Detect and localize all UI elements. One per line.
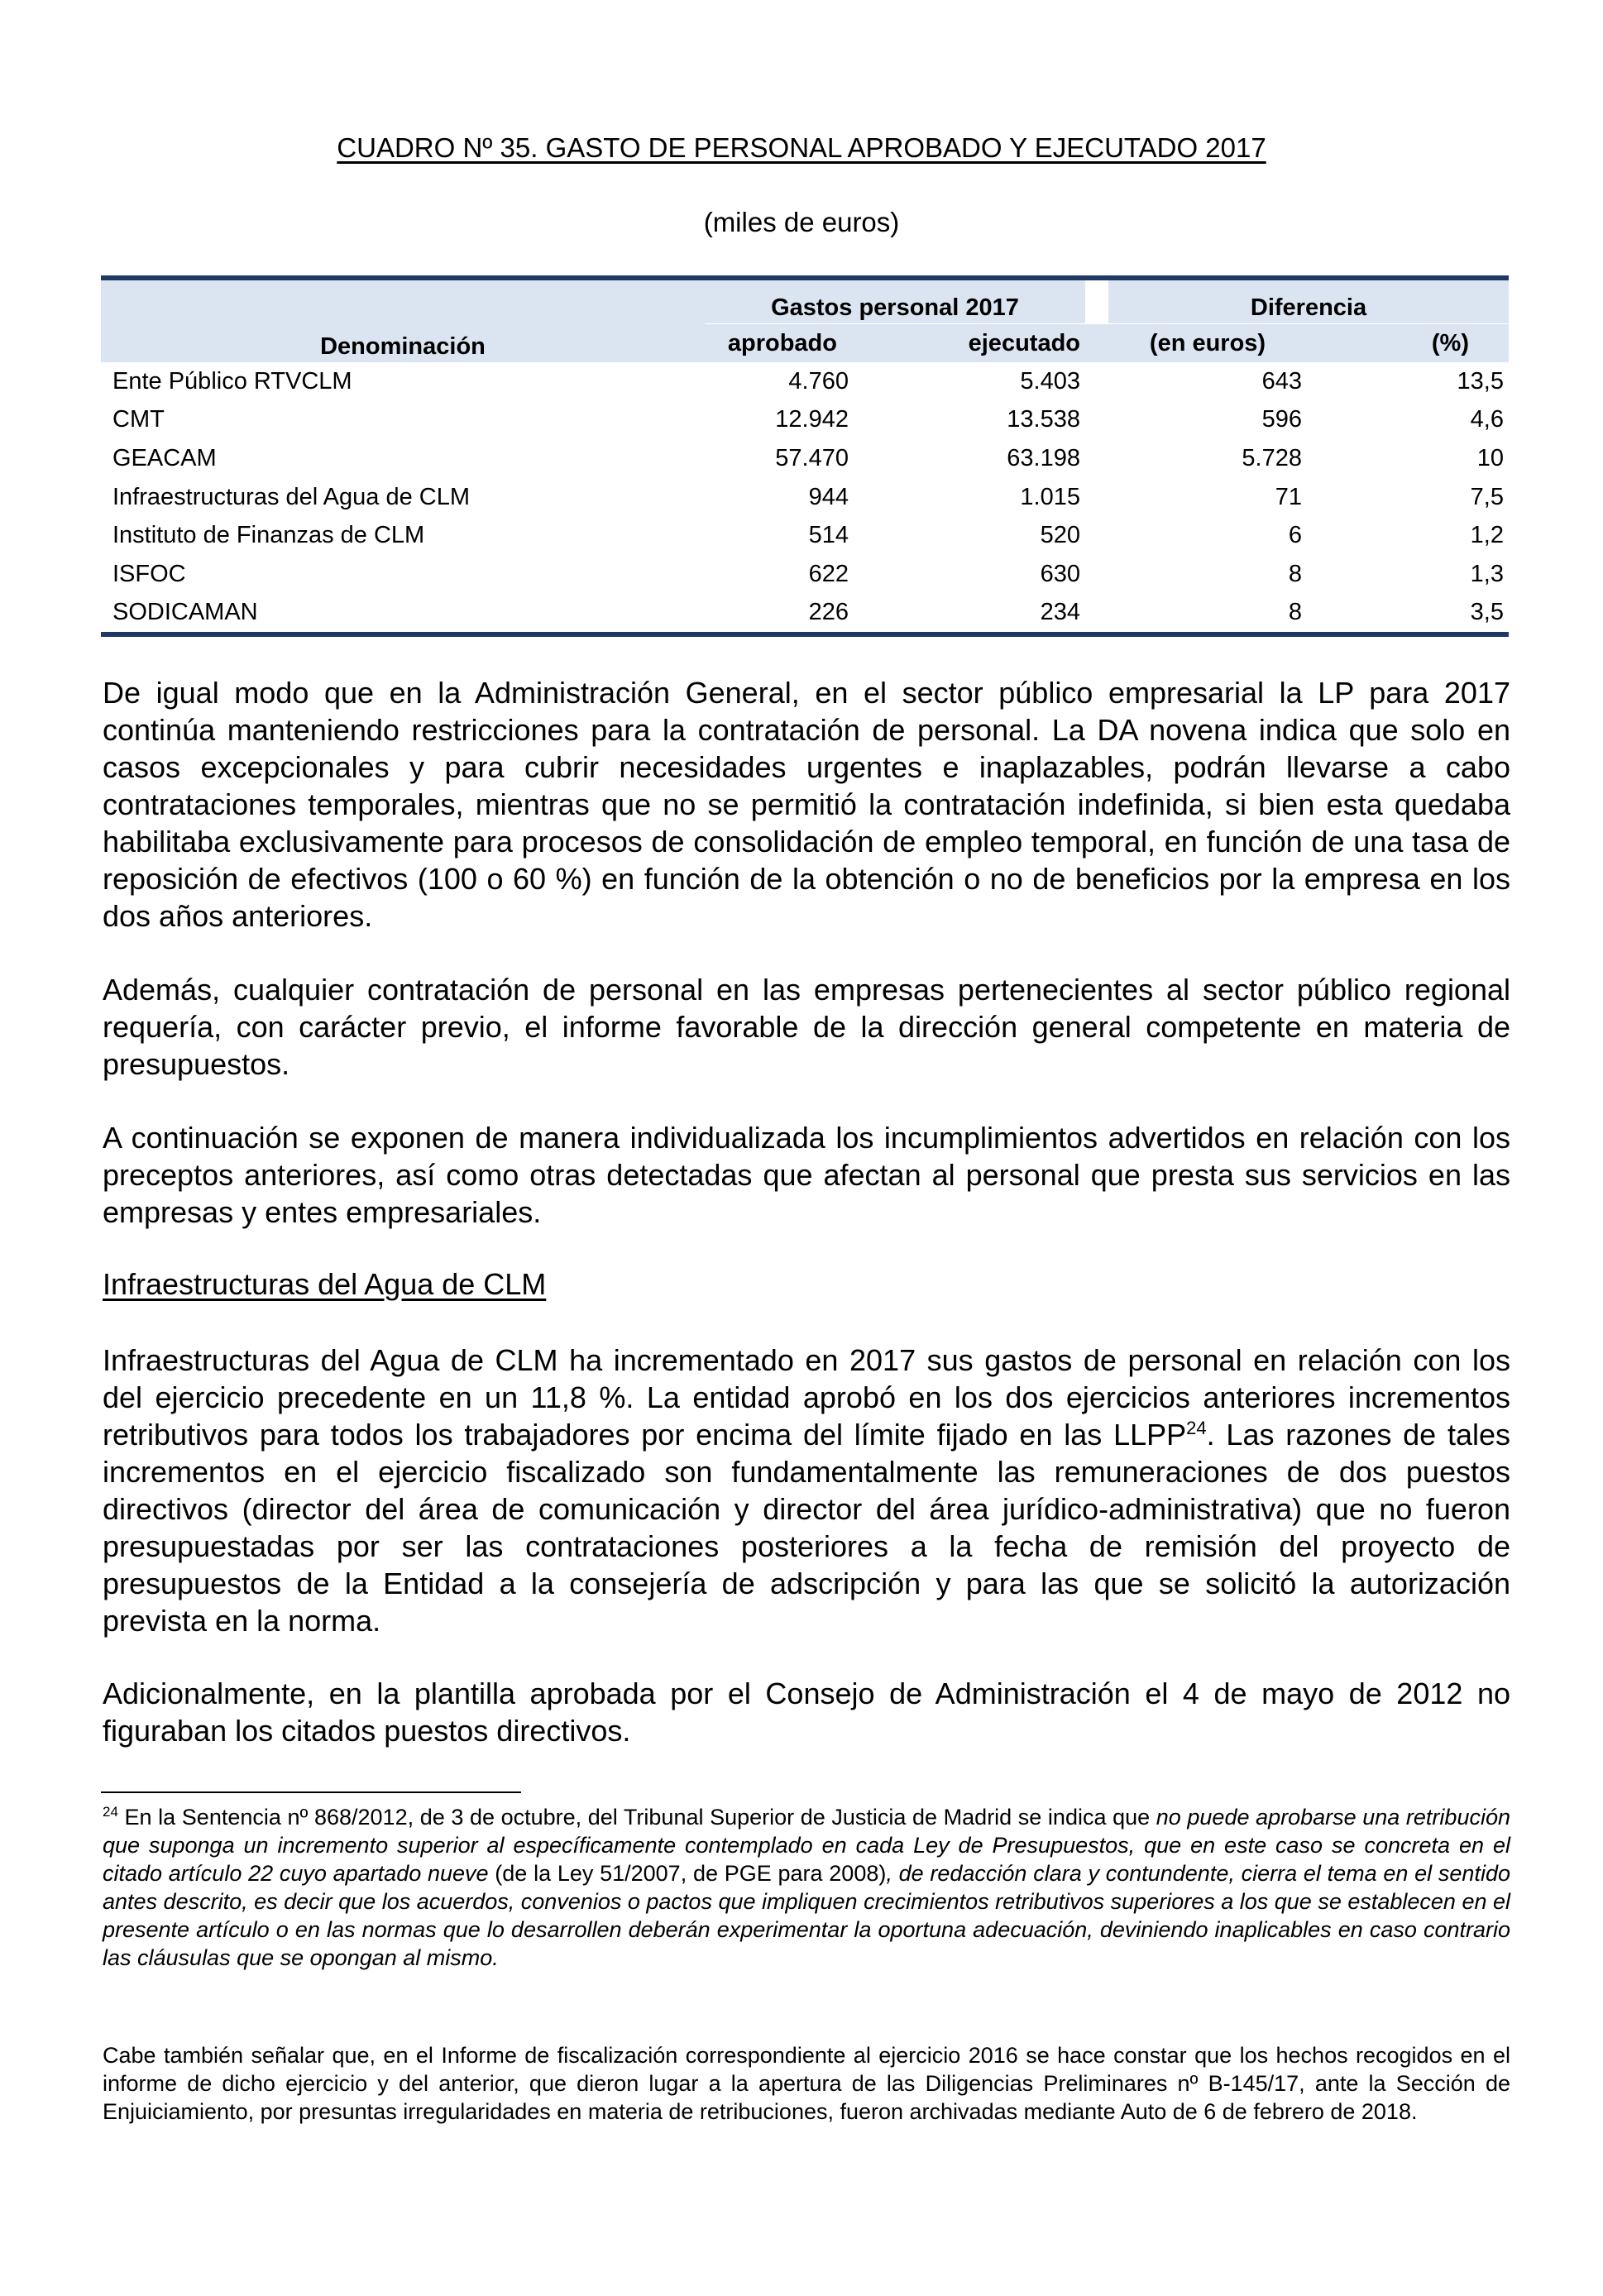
table-row — [101, 362, 1509, 401]
footnote-quote-2: , de redacción clara y contundente, cierra el tema en el sentido antes descrito, es decir que los acuerdos, convenios o pactos que impliquen crecimientos retributivos superiores a los que se establecen en el presente artículo o en las normas que lo desarrollen deberán experimentar la oportuna adecuación, deviniendo inaplicables en caso contrario las cláusulas que se opongan al mismo. — [103, 1861, 1510, 1970]
table-subtitle: (miles de euros) — [703, 207, 900, 237]
footnote-24 — [103, 1803, 1510, 1972]
header-gastos-personal: Gastos personal 2017 — [705, 278, 1085, 324]
row-aprobado: 622 — [808, 560, 849, 587]
paragraph-2: Además, cualquier contratación de personal en las empresas pertenecientes al sector público regional requería, con carácter previo, el informe favorable de la dirección general competente en materia de presupuestos. — [103, 973, 1510, 1081]
row-aprobado: 226 — [705, 594, 854, 635]
row-aprobado: 4.760 — [788, 367, 849, 395]
row-ejecutado: 13.538 — [1007, 406, 1080, 433]
row-gap — [1085, 401, 1108, 440]
footnote-quote-1: no puede aprobarse una retribución que suponga un incremento superior al específicamente contemplado en cada Ley de Presupuestos, que en este caso se concreta en el citado artículo 22 cuyo apartado nueve — [103, 1805, 1510, 1886]
row-pct: 7,5 — [1470, 483, 1504, 510]
footnote-number: 24 — [103, 1804, 118, 1820]
table-row — [101, 401, 1509, 440]
footnote-separator — [101, 1791, 521, 1793]
row-pct: 3,5 — [1307, 594, 1509, 635]
paragraph-4-text-a: Infraestructuras del Agua de CLM ha incrementado en 2017 sus gastos de personal en relación con los del ejercicio precedente en un 11,8 %. La entidad aprobó en los dos ejercicios anteriores incrementos retributivos para todos los trabajadores por encima del límite fijado en las LLPP — [103, 1343, 1510, 1452]
footnote-text-2: (de la Ley 51/2007, de PGE para 2008) — [488, 1861, 887, 1886]
row-gap — [1085, 594, 1108, 635]
table-row — [101, 594, 1509, 635]
section-heading: Infraestructuras del Agua de CLM — [103, 1267, 547, 1301]
row-diferencia: 6 — [1288, 522, 1302, 549]
row-diferencia: 71 — [1275, 483, 1302, 510]
row-diferencia: 643 — [1261, 367, 1302, 395]
row-aprobado: 944 — [808, 483, 849, 510]
row-name: GEACAM — [112, 444, 217, 471]
table-row — [101, 555, 1509, 594]
footnote-text-1: En la Sentencia nº 868/2012, de 3 de octubre, del Tribunal Superior de Justicia de Madrid se indica que — [117, 1805, 1156, 1830]
header-denominacion: Denominación — [101, 278, 705, 362]
row-diferencia: 8 — [1108, 594, 1307, 635]
header-gap — [1085, 278, 1108, 324]
row-pct: 1,3 — [1470, 560, 1504, 587]
header-aprobado: aprobado — [705, 324, 854, 363]
row-pct: 13,5 — [1457, 367, 1504, 395]
row-ejecutado: 63.198 — [1007, 444, 1080, 471]
header-diferencia: Diferencia — [1108, 278, 1509, 324]
row-ejecutado: 234 — [854, 594, 1085, 635]
header-ejecutado: ejecutado — [854, 324, 1085, 363]
row-aprobado: 57.470 — [775, 444, 849, 471]
footnote-continuation: Cabe también señalar que, en el Informe de fiscalización correspondiente al ejercicio 2016 se hace constar que los hechos recogidos en el informe de dicho ejercicio y del anterior, que dieron lugar a la apertura de las Diligencias Preliminares nº B-145/17, ante la Sección de Enjuiciamiento, por presuntas irregularidades en materia de retribuciones, fueron archivadas mediante Auto de 6 de febrero de 2018. — [103, 2043, 1510, 2124]
paragraph-3: A continuación se exponen de manera individualizada los incumplimientos advertidos en relación con los preceptos anteriores, así como otras detectadas que afectan al personal que presta sus servicios en las empresas y entes empresariales. — [103, 1121, 1510, 1229]
row-pct: 4,6 — [1470, 406, 1504, 433]
paragraph-4 — [103, 1342, 1510, 1639]
row-gap — [1085, 439, 1108, 478]
paragraph-1: De igual modo que en la Administración General, en el sector público empresarial la LP para 2017 continúa manteniendo restricciones para la contratación de personal. La DA novena indica que solo en casos excepcionales y para cubrir necesidades urgentes e inaplazables, podrán llevarse a cabo contrataciones temporales, mientras que no se permitió la contratación indefinida, si bien esta quedaba habilitaba exclusivamente para procesos de consolidación de empleo temporal, en función de una tasa de reposición de efectivos (100 o 60 %) en función de la obtención o no de beneficios por la empresa en los dos años anteriores. — [103, 676, 1510, 933]
table-row — [101, 439, 1509, 478]
table-row — [101, 478, 1509, 517]
table-title: CUADRO Nº 35. GASTO DE PERSONAL APROBADO Y EJECUTADO 2017 — [337, 132, 1266, 163]
row-name: ISFOC — [112, 560, 186, 587]
row-name: CMT — [112, 406, 165, 433]
row-gap — [1085, 362, 1108, 401]
row-ejecutado: 5.403 — [1020, 367, 1080, 395]
row-diferencia: 8 — [1288, 560, 1302, 587]
row-gap — [1085, 516, 1108, 555]
personnel-expense-table — [101, 275, 1509, 637]
header-en-euros: (en euros) — [1108, 324, 1307, 363]
row-diferencia: 5.728 — [1242, 444, 1302, 471]
row-pct: 1,2 — [1470, 522, 1504, 549]
row-name: Infraestructuras del Agua de CLM — [112, 483, 471, 510]
paragraph-5: Adicionalmente, en la plantilla aprobada por el Consejo de Administración el 4 de mayo de 2012 no figuraban los citados puestos directivos. — [103, 1677, 1510, 1748]
row-ejecutado: 1.015 — [1020, 483, 1080, 510]
paragraph-4-text-b: . Las razones de tales incrementos en el ejercicio fiscalizado son fundamentalmente las remuneraciones de dos puestos directivos (director del área de comunicación y director del área jurídico-administrativa) que no fueron presupuestadas por ser las contrataciones posteriores a la fecha de remisión del proyecto de presupuestos de la Entidad a la consejería de adscripción y para las que se solicitó la autorización prevista en la norma. — [103, 1418, 1510, 1638]
row-name: Ente Público RTVCLM — [112, 367, 352, 395]
table-row — [101, 516, 1509, 555]
row-diferencia: 596 — [1261, 406, 1302, 433]
row-name: SODICAMAN — [101, 594, 705, 635]
row-ejecutado: 630 — [1040, 560, 1080, 587]
row-gap — [1085, 555, 1108, 594]
header-gap-2 — [1085, 324, 1108, 363]
header-pct: (%) — [1307, 324, 1509, 363]
row-aprobado: 514 — [808, 522, 849, 549]
header-row-1 — [101, 278, 1509, 324]
row-ejecutado: 520 — [1040, 522, 1080, 549]
row-name: Instituto de Finanzas de CLM — [112, 522, 425, 549]
footnote-ref-24: 24 — [1186, 1418, 1207, 1438]
row-aprobado: 12.942 — [775, 406, 849, 433]
row-gap — [1085, 478, 1108, 517]
row-pct: 10 — [1476, 444, 1504, 471]
